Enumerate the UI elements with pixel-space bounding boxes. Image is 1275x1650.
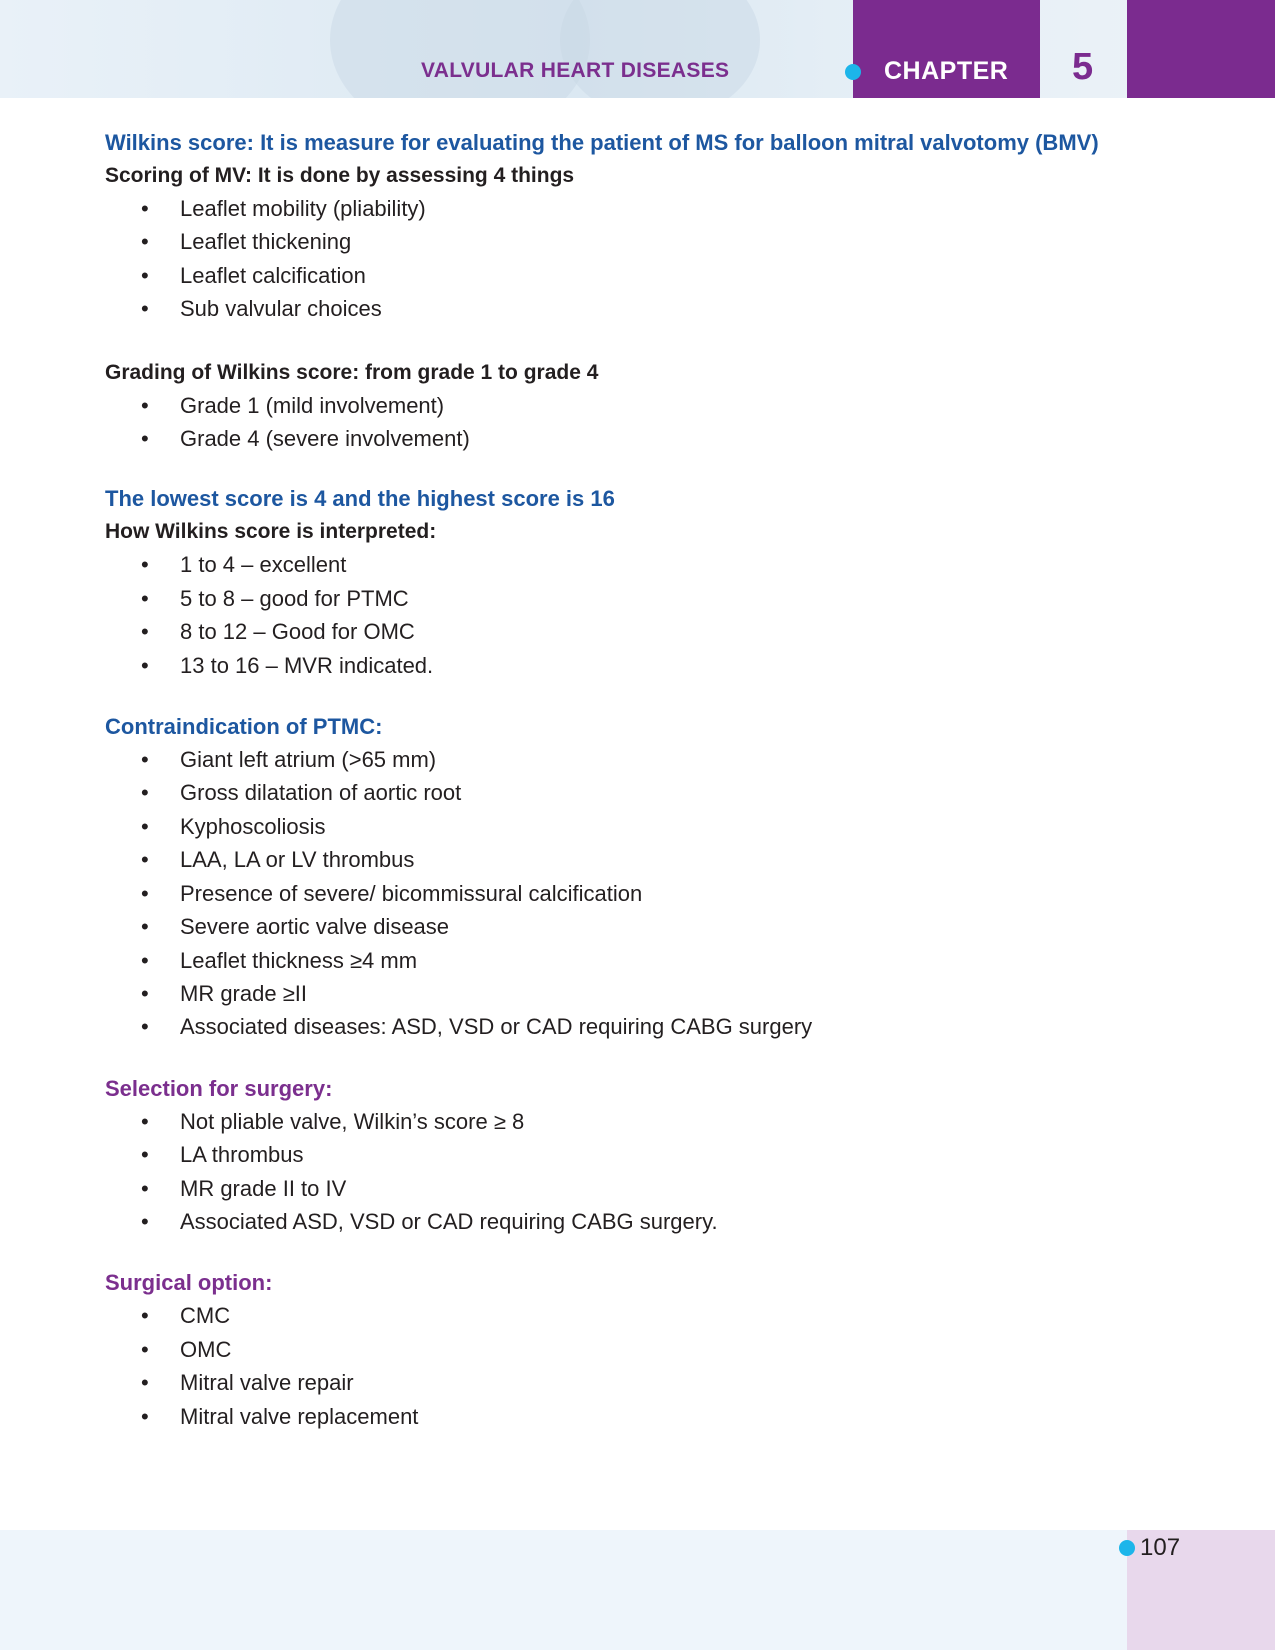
bullet-icon: • <box>141 1403 149 1429</box>
list-item <box>105 1010 1205 1043</box>
list-item-text: Kyphoscoliosis <box>180 813 326 839</box>
list-item <box>105 743 1205 776</box>
bullet-icon: • <box>141 552 149 578</box>
list-item <box>105 977 1205 1010</box>
list-item <box>105 944 1205 977</box>
list-item <box>105 649 1205 682</box>
subheading-scoring: Scoring of MV: It is done by assessing 4 things <box>105 164 575 187</box>
list-item-text: OMC <box>180 1336 232 1362</box>
wilkins-list <box>105 192 1205 326</box>
list-item <box>105 225 1205 258</box>
list-item-text: Leaflet thickening <box>180 229 352 255</box>
section-heading-wilkins: Wilkins score: It is measure for evaluating the patient of MS for balloon mitral valvotomy (BMV) <box>105 130 1099 155</box>
bullet-icon: • <box>141 619 149 645</box>
chapter-label: CHAPTER <box>884 57 1009 85</box>
list-item-text: Leaflet calcification <box>180 262 366 288</box>
subheading-interpretation: How Wilkins score is interpreted: <box>105 520 437 544</box>
list-item-text: LA thrombus <box>180 1142 304 1168</box>
list-item <box>105 615 1205 648</box>
list-item <box>105 389 1205 422</box>
list-item-text: 13 to 16 – MVR indicated. <box>180 652 434 678</box>
list-item <box>105 422 1205 455</box>
list-item <box>105 548 1205 581</box>
bullet-icon: • <box>141 847 149 873</box>
list-item <box>105 776 1205 809</box>
bullet-icon: • <box>141 652 149 678</box>
list-item <box>105 843 1205 876</box>
list-item-text: Grade 1 (mild involvement) <box>180 392 445 418</box>
bullet-icon: • <box>141 1014 149 1040</box>
list-item <box>105 1366 1205 1399</box>
list-item <box>105 1172 1205 1205</box>
bullet-icon: • <box>141 426 149 452</box>
chapter-number: 5 <box>1072 46 1094 88</box>
bullet-icon: • <box>141 196 149 221</box>
selection-list <box>105 1105 1205 1239</box>
list-item <box>105 1105 1205 1138</box>
list-item <box>105 877 1205 910</box>
section-heading-contraindication: Contraindication of PTMC: <box>105 714 383 740</box>
list-item-text: Presence of severe/ bicommissural calcification <box>180 880 643 906</box>
section-heading-surgical: Surgical option: <box>105 1270 273 1296</box>
bullet-icon: • <box>141 980 149 1006</box>
list-item <box>105 810 1205 843</box>
bullet-icon: • <box>141 392 149 418</box>
page-content <box>105 126 1205 1433</box>
chapter-side-block <box>1127 0 1275 98</box>
section-heading-score-range: The lowest score is 4 and the highest score is 16 <box>105 486 615 512</box>
list-item-text: Not pliable valve, Wilkin’s score ≥ 8 <box>180 1108 525 1134</box>
list-item <box>105 910 1205 943</box>
bullet-icon: • <box>141 914 149 940</box>
bullet-icon: • <box>141 1303 149 1329</box>
list-item <box>105 1333 1205 1366</box>
list-item <box>105 292 1205 325</box>
bullet-icon: • <box>141 1336 149 1362</box>
bullet-icon: • <box>141 947 149 973</box>
grading-list <box>105 389 1205 456</box>
bullet-icon: • <box>141 813 149 839</box>
bullet-icon: • <box>141 229 149 255</box>
contraindication-list <box>105 743 1205 1044</box>
list-item-text: Gross dilatation of aortic root <box>180 780 462 806</box>
list-item <box>105 1299 1205 1332</box>
section-heading-selection: Selection for surgery: <box>105 1075 333 1101</box>
bullet-icon: • <box>141 1208 149 1234</box>
list-item-text: Associated ASD, VSD or CAD requiring CABG surgery. <box>180 1208 718 1234</box>
list-item-text: Grade 4 (severe involvement) <box>180 426 470 452</box>
bullet-icon: • <box>141 1370 149 1396</box>
surgical-list <box>105 1299 1205 1433</box>
bullet-icon: • <box>141 1142 149 1168</box>
list-item <box>105 582 1205 615</box>
list-item <box>105 1205 1205 1238</box>
list-item-text: Giant left atrium (>65 mm) <box>180 747 437 773</box>
bullet-icon: • <box>141 1175 149 1201</box>
list-item-text: Mitral valve replacement <box>180 1403 419 1429</box>
list-item <box>105 192 1205 225</box>
interpretation-list <box>105 548 1205 682</box>
bullet-icon: • <box>141 880 149 906</box>
bullet-icon: • <box>141 585 149 611</box>
list-item-text: Leaflet thickness ≥4 mm <box>180 947 418 973</box>
header-background-graphic <box>560 0 760 98</box>
list-item <box>105 1400 1205 1433</box>
list-item-text: MR grade II to IV <box>180 1175 347 1201</box>
header-background-graphic <box>330 0 590 98</box>
bullet-icon: • <box>141 780 149 806</box>
bullet-icon: • <box>141 296 149 322</box>
list-item-text: MR grade ≥II <box>180 980 308 1006</box>
list-item-text: 1 to 4 – excellent <box>180 552 347 578</box>
list-item-text: CMC <box>180 1303 231 1329</box>
list-item <box>105 259 1205 292</box>
bullet-icon: • <box>141 747 149 773</box>
bullet-icon: • <box>141 262 149 288</box>
page-footer <box>0 1530 1275 1650</box>
list-item-text: LAA, LA or LV thrombus <box>180 847 415 873</box>
list-item-text: 8 to 12 – Good for OMC <box>180 619 415 645</box>
subheading-grading: Grading of Wilkins score: from grade 1 to grade 4 <box>105 360 599 384</box>
cyan-dot-icon <box>1119 1540 1135 1556</box>
list-item-text: Severe aortic valve disease <box>180 914 450 940</box>
page-number: 107 <box>1140 1534 1181 1561</box>
list-item <box>105 1138 1205 1171</box>
cyan-dot-icon <box>845 64 861 80</box>
bullet-icon: • <box>141 1108 149 1134</box>
list-item-text: 5 to 8 – good for PTMC <box>180 585 409 611</box>
list-item-text: Leaflet mobility (pliability) <box>180 196 426 221</box>
running-header-title: VALVULAR HEART DISEASES <box>421 59 730 82</box>
list-item-text: Mitral valve repair <box>180 1370 354 1396</box>
list-item-text: Associated diseases: ASD, VSD or CAD requiring CABG surgery <box>180 1014 813 1040</box>
list-item-text: Sub valvular choices <box>180 296 382 322</box>
page-header <box>0 0 1275 98</box>
